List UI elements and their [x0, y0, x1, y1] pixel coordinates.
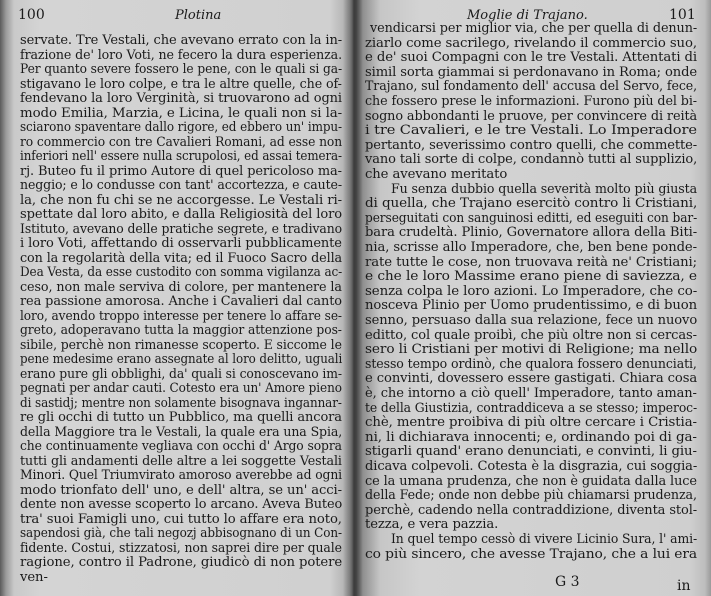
text-line: è, che intorno a ciò quell' Imperadore, tanto aman-: [365, 386, 697, 401]
left-page: [0, 0, 350, 596]
text-line: perseguitati con sanguinosi editti, ed eseguiti con bar-: [365, 210, 698, 226]
text-line: tutti gli andamenti delle altre a lei soggette Vestali: [20, 453, 342, 469]
text-line: e de' suoi Compagni con le tre Vestali. Attentati di: [365, 50, 698, 66]
text-line: te della Giustizia, contraddiceva a se stesso; imperoc-: [365, 400, 698, 416]
text-line: loro, avendo troppo interesse per tenere lo affare se-: [20, 308, 342, 324]
text-line: tezza, e vera pazzia.: [365, 517, 499, 533]
text-line: servate. Tre Vestali, che avevano errato con la in-: [20, 33, 343, 48]
text-line: chè, mentre proibiva di più oltre cercare i Cristia-: [365, 415, 697, 431]
text-line: co più sincero, che avesse Trajano, che a lui era: [365, 546, 698, 562]
text-line: di sastidj; mentre non solamente bisognava ingannar-: [20, 395, 342, 411]
text-line: rj. Buteo fu il primo Autore di quel pericoloso ma-: [20, 163, 342, 179]
text-line: pegnati per andar cauti. Cotesto era un' Amore pieno: [20, 381, 342, 396]
text-line: pertanto, severissimo contro quelli, che commette-: [365, 137, 698, 153]
text-line: erano pure gli obblighi, da' quali si conoscevano im-: [20, 366, 342, 382]
text-line: re gli occhi di tutto un Pubblico, ma quelli ancora: [20, 410, 342, 425]
text-line: simil sorta giammai si perdonavano in Roma; onde: [365, 64, 698, 80]
running-head: Moglie di Trajano.: [467, 8, 588, 23]
right-page: [357, 0, 711, 596]
text-line: che continuamente vegliava con occhi d' Argo sopra: [20, 439, 342, 454]
text-line: ro commercio con tre Cavalieri Romani, ad esse non: [20, 134, 343, 150]
text-line: che avevano meritato: [365, 167, 508, 182]
text-line: In quel tempo cessò di vivere Licinio Sura, l' ami-: [391, 532, 698, 547]
text-line: la, che non fu chi se ne accorgesse. Le Vestali ri-: [20, 192, 343, 208]
text-line: vendicarsi per miglior via, che per quella di denun-: [370, 21, 698, 36]
text-line: neggio; e lo condusse con tant' accortezza, e caute-: [20, 178, 342, 193]
text-line: Minori. Quel Triumvirato amoroso averebbe ad ogni: [20, 468, 343, 483]
text-line: perchè, cadendo nella contraddizione, diventa stol-: [365, 502, 698, 518]
text-line: fidente. Costui, stizzatosi, non saprei dire per quale: [20, 540, 342, 556]
text-line: Dea Vesta, da esse custodito con somma vigilanza ac-: [20, 265, 343, 280]
text-line: senno, persuaso dalla sua relazione, fece un nuovo: [365, 313, 698, 328]
text-line: ni, li dichiarava innocenti; e, ordinando poi di ga-: [365, 429, 697, 445]
text-line: greto, adoperavano tutta la maggior attenzione pos-: [20, 323, 342, 338]
text-line: Trajano, sul fondamento dell' accusa del Servo, fece,: [365, 79, 698, 95]
text-line: rate tutte le cose, non truovava reità ne' Cristiani;: [365, 254, 698, 270]
text-line: nosceva Plinio per Uomo prudentissimo, e di buon: [365, 298, 697, 314]
text-line: stigarli quand' erano denunciati, e convinti, li giu-: [365, 444, 697, 460]
text-line: stesso tempo ordinò, che qualora fossero denunciati,: [365, 356, 697, 372]
text-line: nia, scrisse allo Imperadore, che, ben bene ponde-: [365, 240, 697, 255]
text-line: con la regolarità della vita; ed il Fuoco Sacro della: [20, 250, 343, 266]
text-line: pene medesime erano assegnate al loro delitto, uguali: [20, 352, 343, 367]
text-line: spettate dal loro abito, e dalla Religiosità del loro: [20, 207, 342, 222]
text-line: vano tali sorte di colpe, condannò tutti al supplizio,: [365, 152, 698, 168]
text-line: ce la umana prudenza, che non è guidata dalla luce: [365, 473, 697, 489]
text-line: bara crudeltà. Plinio, Governatore allora della Biti-: [365, 225, 698, 241]
text-line: sapendosi già, che tali negozj abbisognano di un Con-: [20, 526, 342, 541]
text-line: sibile, perchè non rimanesse scoperto. E siccome le: [20, 337, 342, 353]
page-number: 101: [669, 7, 696, 23]
text-line: e che le loro Massime erano piene di saviezza, e: [365, 269, 697, 285]
text-line: tra' suoi Famigli uno, cui tutto lo affare era noto,: [20, 511, 342, 527]
text-line: modo trionfato dell' uno, e dell' altra, se un' acci-: [20, 482, 342, 498]
text-line: sogno abbondanti le pruove, per convincere di reità: [365, 108, 698, 124]
text-line: stigavano le loro colpe, e tra le altre quelle, che of-: [20, 76, 342, 92]
text-line: i loro Voti, affettando di osservarli pubblicamente: [20, 236, 342, 251]
text-line: i tre Cavalieri, e le tre Vestali. Lo Imperadore: [365, 123, 697, 139]
text-line: ven-: [20, 569, 48, 585]
catchword: in: [677, 578, 691, 594]
text-line: dicava colpevoli. Cotesta è la disgrazia, cui soggia-: [365, 459, 698, 474]
page-number: 100: [18, 7, 45, 23]
signature-mark: G 3: [555, 574, 580, 590]
text-line: che fossero prese le informazioni. Furono più del bi-: [365, 94, 697, 109]
text-line: inferiori nell' essere nulla scrupolosi, ed assai temera-: [20, 149, 342, 164]
text-line: sero li Cristiani per motivi di Religione; ma nello: [365, 342, 698, 358]
text-line: ziarlo come sacrilego, rivelando il commercio suo,: [365, 35, 697, 51]
text-block: [357, 0, 711, 596]
text-line: editto, col quale proibì, che più oltre non si cercas-: [365, 327, 697, 343]
text-line: senza colpa le loro azioni. Lo Imperadore, che co-: [365, 283, 698, 299]
text-line: rea passione amorosa. Anche i Cavalieri dal canto: [20, 294, 342, 309]
text-block: [0, 0, 350, 596]
text-line: Istituto, avevano delle pratiche segrete, e tradivano: [20, 221, 343, 237]
text-line: della Maggiore tra le Vestali, la quale era una Spia,: [20, 424, 343, 440]
text-line: sciarono spaventare dallo rigore, ed ebbero un' impu-: [20, 120, 343, 135]
running-head: Plotina: [175, 8, 222, 23]
text-line: ceso, non male serviva di colore, per mantenere la: [20, 279, 342, 295]
text-line: e convinti, dovessero essere gastigati. Chiara cosa: [365, 371, 698, 387]
text-line: frazione de' loro Voti, ne fecero la dura esperienza.: [20, 47, 342, 63]
text-line: della Fede; onde non debbe più chiamarsi prudenza,: [365, 488, 697, 504]
text-line: Fu senza dubbio quella severità molto più giusta: [391, 181, 697, 197]
text-line: dente non avesse scoperto lo arcano. Aveva Buteo: [20, 497, 343, 512]
text-line: Per quanto severe fossero le pene, con le quali si ga-: [20, 62, 343, 77]
text-line: ragione, contro il Padrone, giudicò di non potere: [20, 555, 343, 570]
text-line: di quella, che Trajano esercitò contro li Cristiani,: [365, 196, 698, 212]
text-line: modo Emilia, Marzia, e Licina, le quali non si la-: [20, 105, 343, 121]
text-line: fendevano la loro Verginità, si truovarono ad ogni: [20, 91, 342, 106]
